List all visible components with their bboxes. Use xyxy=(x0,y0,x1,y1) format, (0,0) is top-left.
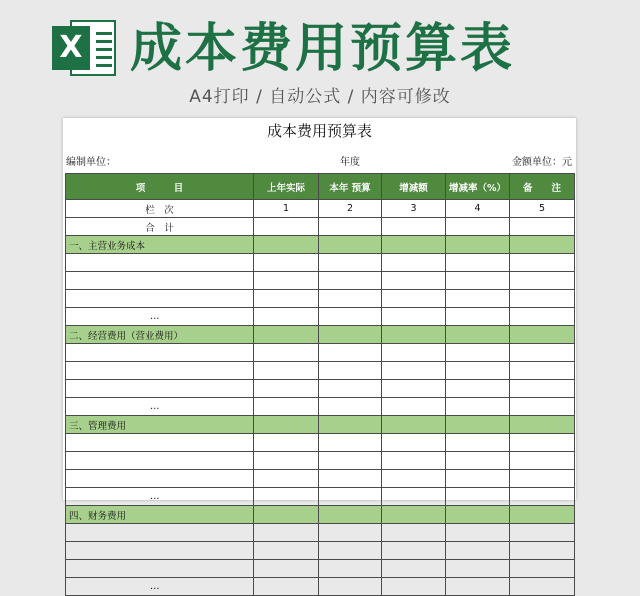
table-row xyxy=(66,308,575,326)
table-cell[interactable] xyxy=(382,506,446,524)
total-row xyxy=(66,218,575,236)
table-cell[interactable] xyxy=(254,524,319,542)
preparing-unit-label: 编制单位： xyxy=(66,157,116,168)
table-cell[interactable] xyxy=(446,236,510,254)
table-cell[interactable] xyxy=(254,362,319,380)
table-cell[interactable] xyxy=(319,326,382,344)
table-cell[interactable] xyxy=(510,542,575,560)
table-cell[interactable] xyxy=(510,344,575,362)
ellipsis-cell: … xyxy=(66,578,254,596)
table-cell[interactable] xyxy=(254,488,319,506)
table-cell[interactable] xyxy=(446,380,510,398)
table-cell[interactable] xyxy=(319,524,382,542)
table-row xyxy=(66,272,575,290)
table-cell[interactable] xyxy=(382,488,446,506)
excel-icon xyxy=(52,16,118,78)
table-cell[interactable] xyxy=(446,254,510,272)
table-row xyxy=(66,560,575,578)
table-row xyxy=(66,488,575,506)
column-number-label: 栏 次 xyxy=(66,200,254,218)
table-cell[interactable] xyxy=(382,578,446,596)
table-cell[interactable] xyxy=(254,254,319,272)
table-cell[interactable] xyxy=(446,506,510,524)
column-number: 4 xyxy=(446,200,510,218)
section-row xyxy=(66,236,575,254)
table-cell[interactable] xyxy=(254,326,319,344)
table-cell[interactable] xyxy=(510,434,575,452)
table-cell[interactable] xyxy=(382,272,446,290)
table-row xyxy=(66,578,575,596)
table-cell[interactable] xyxy=(319,470,382,488)
section-row xyxy=(66,416,575,434)
table-cell[interactable] xyxy=(510,524,575,542)
item-cell[interactable] xyxy=(66,272,254,290)
table-cell[interactable] xyxy=(510,290,575,308)
section-label: 一、主营业务成本 xyxy=(66,236,254,254)
column-number-row xyxy=(66,200,575,218)
table-cell[interactable] xyxy=(254,398,319,416)
table-cell[interactable] xyxy=(254,272,319,290)
table-cell[interactable] xyxy=(254,470,319,488)
excel-x-badge: X xyxy=(52,26,90,70)
table-cell[interactable] xyxy=(446,290,510,308)
table-cell[interactable] xyxy=(510,362,575,380)
table-cell[interactable] xyxy=(446,398,510,416)
table-cell[interactable] xyxy=(319,272,382,290)
table-cell[interactable] xyxy=(254,344,319,362)
item-cell[interactable] xyxy=(66,254,254,272)
table-cell[interactable] xyxy=(319,380,382,398)
table-cell[interactable] xyxy=(446,218,510,236)
table-cell[interactable] xyxy=(382,452,446,470)
table-row xyxy=(66,434,575,452)
ellipsis-cell: … xyxy=(66,398,254,416)
table-row xyxy=(66,344,575,362)
table-cell[interactable] xyxy=(510,326,575,344)
table-header-row xyxy=(66,174,575,200)
budget-table xyxy=(65,173,575,596)
table-cell[interactable] xyxy=(382,254,446,272)
banner-subtitle: A4打印 / 自动公式 / 内容可修改 xyxy=(189,87,451,107)
table-cell[interactable] xyxy=(446,470,510,488)
table-cell[interactable] xyxy=(382,218,446,236)
column-number: 2 xyxy=(319,200,382,218)
header-change-amount: 增减额 xyxy=(382,174,446,200)
table-cell[interactable] xyxy=(382,470,446,488)
table-cell[interactable] xyxy=(319,488,382,506)
table-cell[interactable] xyxy=(446,272,510,290)
table-cell[interactable] xyxy=(254,380,319,398)
table-cell[interactable] xyxy=(382,434,446,452)
table-cell[interactable] xyxy=(510,398,575,416)
table-cell[interactable] xyxy=(254,560,319,578)
table-cell[interactable] xyxy=(510,560,575,578)
table-cell[interactable] xyxy=(510,452,575,470)
header-remarks: 备 注 xyxy=(510,174,575,200)
item-cell[interactable] xyxy=(66,380,254,398)
table-cell[interactable] xyxy=(254,308,319,326)
ellipsis-cell: … xyxy=(66,308,254,326)
table-cell[interactable] xyxy=(510,578,575,596)
table-cell[interactable] xyxy=(446,524,510,542)
table-cell[interactable] xyxy=(446,488,510,506)
section-label: 四、财务费用 xyxy=(66,506,254,524)
item-cell[interactable] xyxy=(66,470,254,488)
table-cell[interactable] xyxy=(510,416,575,434)
table-row xyxy=(66,542,575,560)
table-cell[interactable] xyxy=(319,434,382,452)
table-cell[interactable] xyxy=(446,416,510,434)
table-cell[interactable] xyxy=(254,416,319,434)
table-cell[interactable] xyxy=(382,308,446,326)
table-row xyxy=(66,290,575,308)
table-cell[interactable] xyxy=(254,452,319,470)
table-cell[interactable] xyxy=(254,506,319,524)
table-cell[interactable] xyxy=(446,452,510,470)
table-cell[interactable] xyxy=(446,560,510,578)
table-cell[interactable] xyxy=(510,236,575,254)
table-cell[interactable] xyxy=(510,506,575,524)
table-cell[interactable] xyxy=(319,560,382,578)
table-cell[interactable] xyxy=(319,542,382,560)
year-label: 年度 xyxy=(340,157,360,168)
table-cell[interactable] xyxy=(510,470,575,488)
table-cell[interactable] xyxy=(382,560,446,578)
item-cell[interactable] xyxy=(66,434,254,452)
table-cell[interactable] xyxy=(382,290,446,308)
template-banner xyxy=(0,0,640,118)
table-row xyxy=(66,470,575,488)
table-cell[interactable] xyxy=(319,344,382,362)
table-cell[interactable] xyxy=(254,578,319,596)
section-row xyxy=(66,506,575,524)
header-change-rate: 增减率（%） xyxy=(446,174,510,200)
table-cell[interactable] xyxy=(254,236,319,254)
table-cell[interactable] xyxy=(254,218,319,236)
table-cell[interactable] xyxy=(382,542,446,560)
section-label: 二、经营费用（营业费用） xyxy=(66,326,254,344)
table-cell[interactable] xyxy=(254,434,319,452)
table-cell[interactable] xyxy=(382,416,446,434)
table-cell[interactable] xyxy=(254,542,319,560)
document-title: 成本费用预算表 xyxy=(266,122,372,140)
item-cell[interactable] xyxy=(66,560,254,578)
table-row xyxy=(66,524,575,542)
column-number: 3 xyxy=(382,200,446,218)
table-cell[interactable] xyxy=(446,578,510,596)
table-cell[interactable] xyxy=(510,272,575,290)
table-cell[interactable] xyxy=(319,578,382,596)
table-cell[interactable] xyxy=(382,326,446,344)
column-number: 1 xyxy=(254,200,319,218)
table-cell[interactable] xyxy=(510,488,575,506)
table-cell[interactable] xyxy=(510,254,575,272)
section-row xyxy=(66,326,575,344)
item-cell[interactable] xyxy=(66,452,254,470)
column-number: 5 xyxy=(510,200,575,218)
ellipsis-cell: … xyxy=(66,488,254,506)
item-cell[interactable] xyxy=(66,524,254,542)
section-label: 三、管理费用 xyxy=(66,416,254,434)
item-cell[interactable] xyxy=(66,542,254,560)
table-row xyxy=(66,254,575,272)
amount-unit-label: 金额单位：元 xyxy=(512,157,572,168)
table-cell[interactable] xyxy=(382,380,446,398)
table-cell[interactable] xyxy=(510,380,575,398)
table-cell[interactable] xyxy=(319,218,382,236)
table-row xyxy=(66,362,575,380)
table-cell[interactable] xyxy=(254,290,319,308)
table-cell[interactable] xyxy=(319,290,382,308)
table-cell[interactable] xyxy=(382,524,446,542)
table-cell[interactable] xyxy=(510,308,575,326)
table-cell[interactable] xyxy=(446,344,510,362)
banner-title: 成本费用预算表 xyxy=(130,19,516,79)
table-cell[interactable] xyxy=(319,452,382,470)
item-cell[interactable] xyxy=(66,362,254,380)
table-row xyxy=(66,398,575,416)
table-cell[interactable] xyxy=(446,434,510,452)
table-cell[interactable] xyxy=(510,218,575,236)
table-cell[interactable] xyxy=(446,362,510,380)
table-cell[interactable] xyxy=(382,236,446,254)
table-cell[interactable] xyxy=(446,308,510,326)
table-cell[interactable] xyxy=(319,254,382,272)
spreadsheet-page xyxy=(63,118,576,592)
table-cell[interactable] xyxy=(319,236,382,254)
table-cell[interactable] xyxy=(446,326,510,344)
header-last-year-actual: 上年实际 xyxy=(254,174,319,200)
item-cell[interactable] xyxy=(66,290,254,308)
table-cell[interactable] xyxy=(446,542,510,560)
total-label: 合 计 xyxy=(66,218,254,236)
table-row xyxy=(66,452,575,470)
table-cell[interactable] xyxy=(319,308,382,326)
table-cell[interactable] xyxy=(319,416,382,434)
table-cell[interactable] xyxy=(382,398,446,416)
item-cell[interactable] xyxy=(66,344,254,362)
table-cell[interactable] xyxy=(319,506,382,524)
table-cell[interactable] xyxy=(319,398,382,416)
header-this-year-budget: 本年 预算 xyxy=(319,174,382,200)
table-cell[interactable] xyxy=(319,362,382,380)
table-cell[interactable] xyxy=(382,362,446,380)
table-cell[interactable] xyxy=(382,344,446,362)
header-item: 项 目 xyxy=(66,174,254,200)
table-row xyxy=(66,380,575,398)
